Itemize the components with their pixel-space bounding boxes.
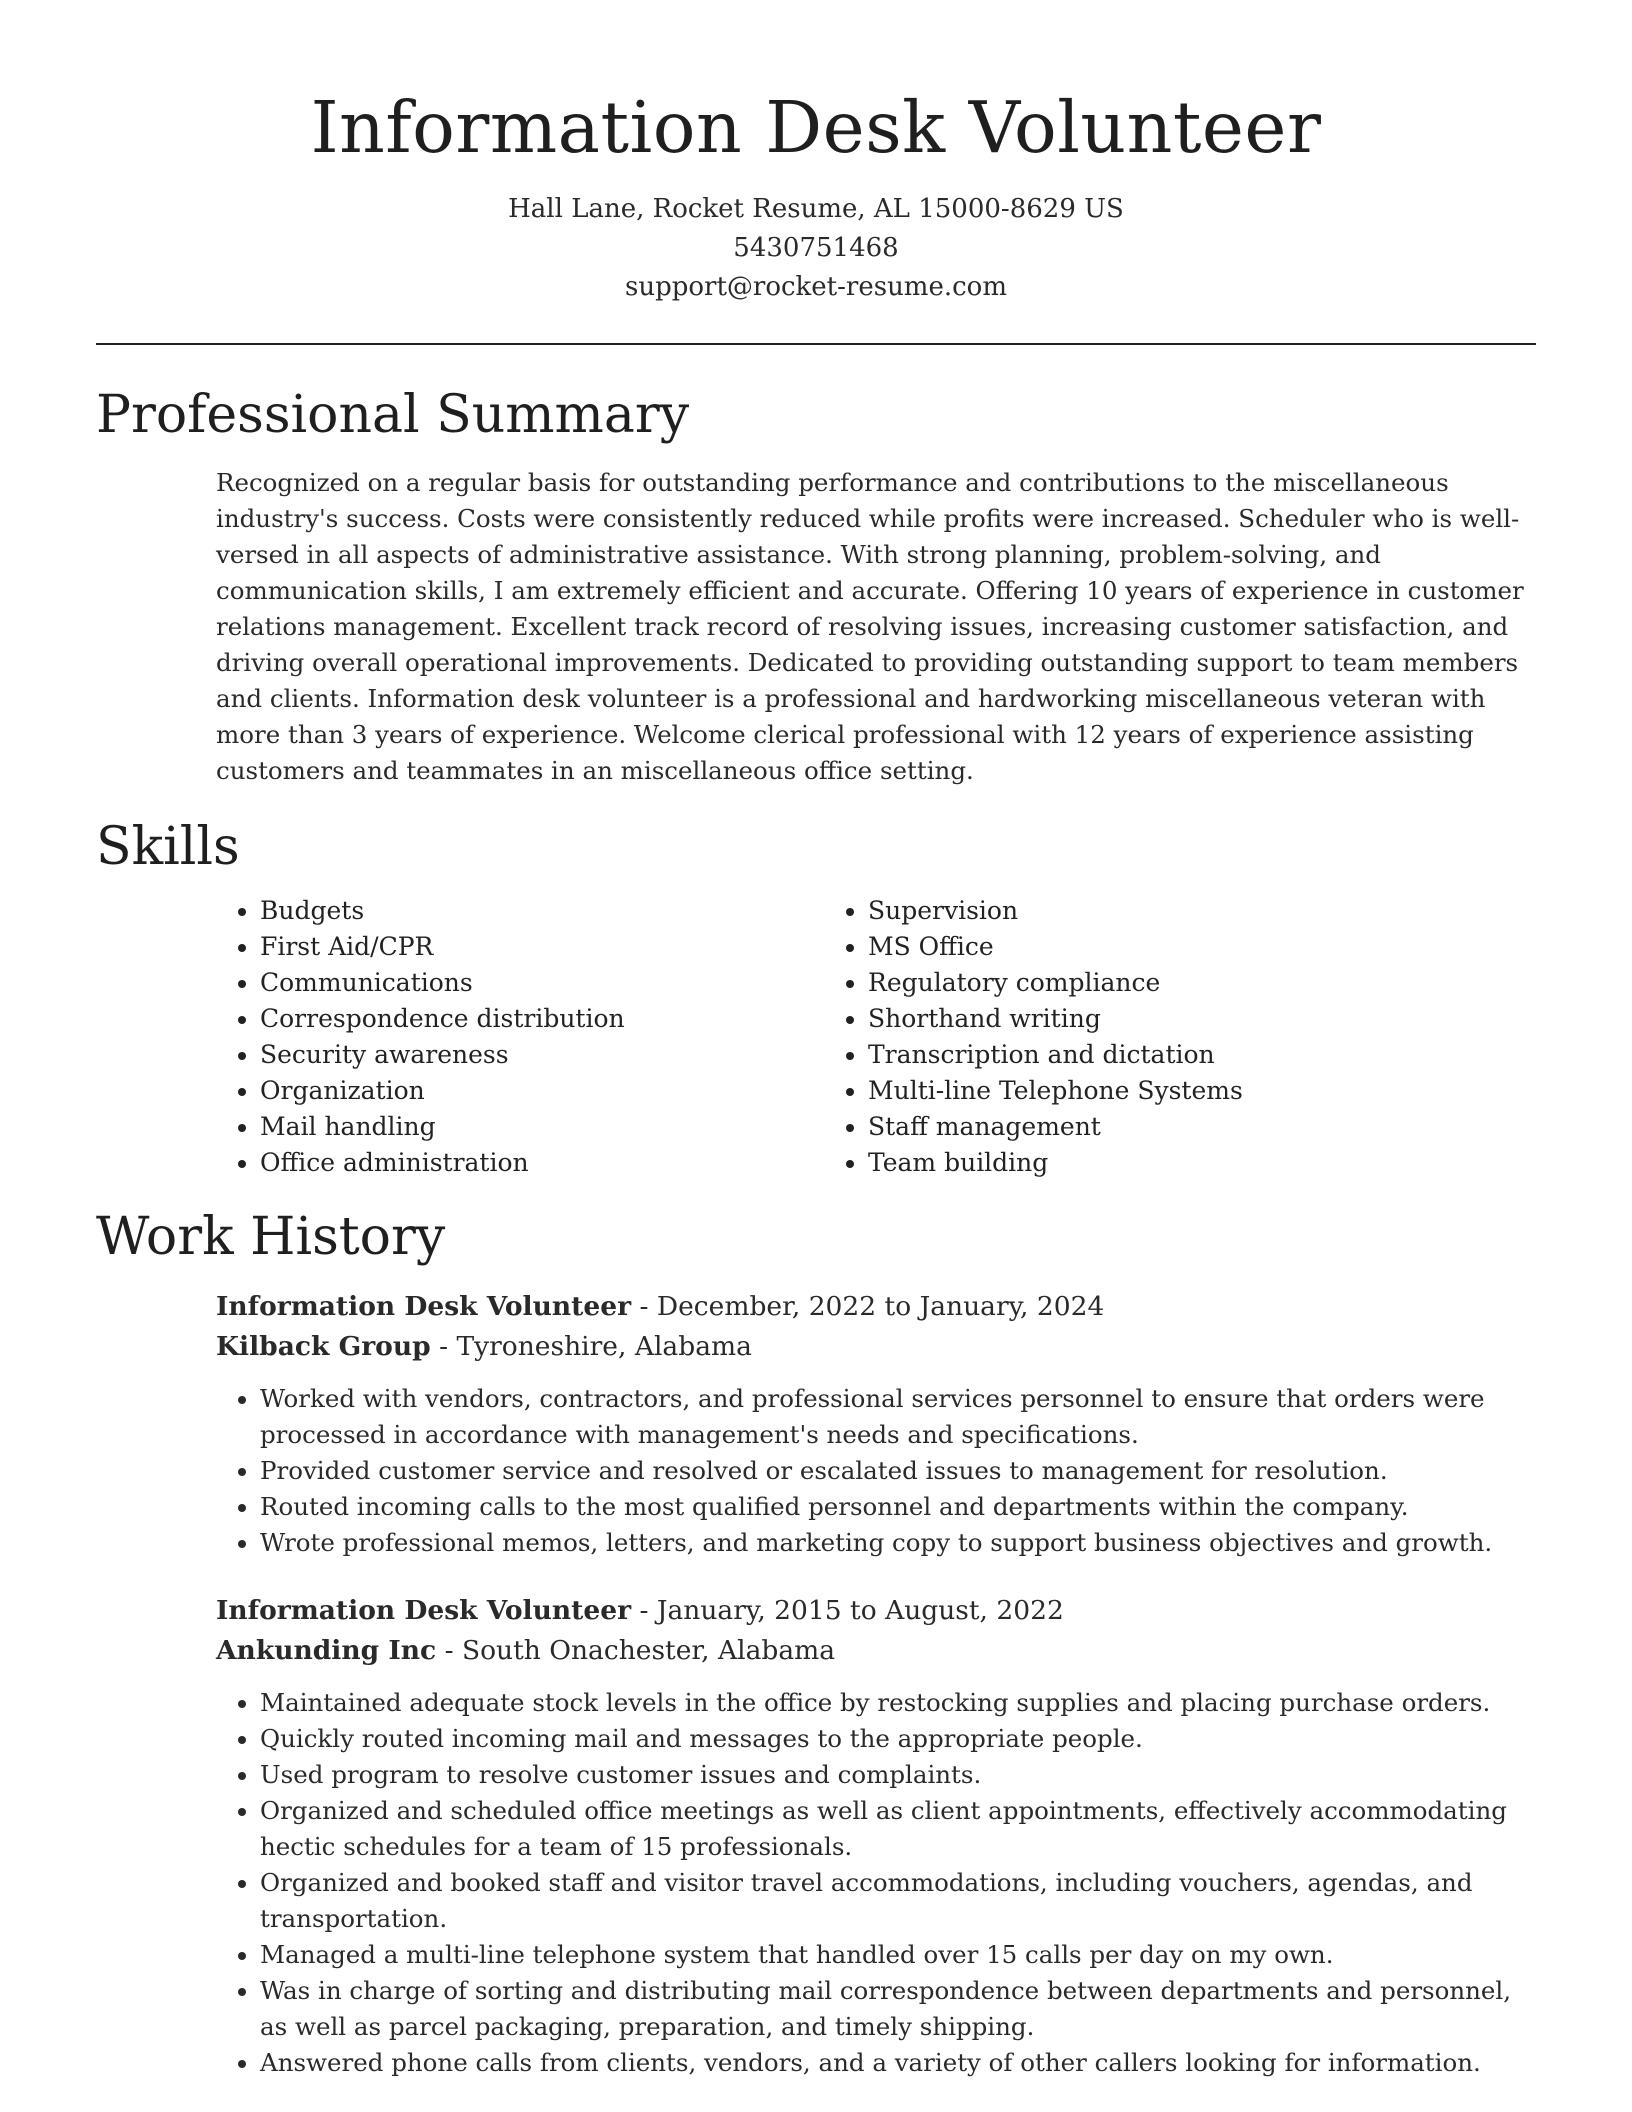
contact-info (96, 190, 1536, 307)
candidate-name: Information Desk Volunteer (310, 86, 1322, 169)
skill-item: • MS Office (868, 929, 1428, 965)
skill-item: • Staff management (868, 1109, 1428, 1145)
job-position: Information Desk Volunteer (216, 1595, 632, 1626)
job-dates: - January, 2015 to August, 2022 (631, 1595, 1064, 1626)
contact-address: Hall Lane, Rocket Resume, AL 15000-8629 US (508, 194, 1124, 224)
job-position: Information Desk Volunteer (216, 1291, 632, 1322)
job-duty: • Was in charge of sorting and distributing mail correspondence between departments and personnel, as well as parcel packaging, preparation, and timely shipping. (260, 1973, 1536, 2045)
job-title-line (216, 1591, 1536, 1631)
job-duty: • Wrote professional memos, letters, and marketing copy to support business objectives and growth. (260, 1525, 1536, 1561)
job-dates: - December, 2022 to January, 2024 (631, 1291, 1105, 1322)
resume-header (96, 0, 1536, 307)
skill-item: • Shorthand writing (868, 1001, 1428, 1037)
job-company: Ankunding Inc (216, 1635, 437, 1666)
contact-email: support@rocket-resume.com (624, 272, 1007, 302)
job-company-line (216, 1327, 1536, 1367)
skill-item: • Supervision (868, 893, 1428, 929)
job-duty: • Provided customer service and resolved or escalated issues to management for resolution. (260, 1453, 1536, 1489)
job-duty: • Organized and booked staff and visitor travel accommodations, including vouchers, agendas, and transportation. (260, 1865, 1536, 1937)
job-duty: • Used program to resolve customer issues and complaints. (260, 1757, 1536, 1793)
summary-text: Recognized on a regular basis for outstanding performance and contributions to the miscellaneous industry's success. Costs were consistently reduced while profits were increased. Scheduler who is well-versed in all aspects of administrative assistance. With strong planning, problem-solving, and communication skills, I am extremely efficient and accurate. Offering 10 years of experience in customer relations management. Excellent track record of resolving issues, increasing customer satisfaction, and driving overall operational improvements. Dedicated to providing outstanding support to team members and clients. Information desk volunteer is a professional and hardworking miscellaneous veteran with more than 3 years of experience. Welcome clerical professional with 12 years of experience assisting customers and teammates in an miscellaneous office setting. (216, 468, 1524, 785)
skill-item: • Mail handling (260, 1109, 822, 1145)
contact-phone: 5430751468 (733, 233, 899, 263)
skill-item: • Multi-line Telephone Systems (868, 1073, 1428, 1109)
job-entry (216, 1287, 1536, 1561)
skills-heading: Skills (96, 817, 240, 877)
skill-item: • Organization (260, 1073, 822, 1109)
skill-item: • Office administration (260, 1145, 822, 1181)
job-company-line (216, 1631, 1536, 1671)
job-title-line (216, 1287, 1536, 1327)
job-duty: • Maintained adequate stock levels in the office by restocking supplies and placing purchase orders. (260, 1685, 1536, 1721)
job-duty: • Answered phone calls from clients, vendors, and a variety of other callers looking for information. (260, 2045, 1536, 2081)
skill-item: • Communications (260, 965, 822, 1001)
skill-item: • Regulatory compliance (868, 965, 1428, 1001)
skills-column-right (822, 893, 1428, 1181)
job-entry (216, 1591, 1536, 2081)
job-location: - South Onachester, Alabama (436, 1635, 836, 1666)
work-history-heading: Work History (96, 1207, 446, 1267)
skill-item: • First Aid/CPR (260, 929, 822, 965)
job-duty: • Routed incoming calls to the most qualified personnel and departments within the company. (260, 1489, 1536, 1525)
skill-item: • Budgets (260, 893, 822, 929)
skill-item: • Correspondence distribution (260, 1001, 822, 1037)
job-duties (216, 1685, 1536, 2081)
skills-list (216, 893, 1536, 1181)
job-location: - Tyroneshire, Alabama (430, 1331, 752, 1362)
job-duties (216, 1381, 1536, 1561)
job-company: Kilback Group (216, 1331, 431, 1362)
skill-item: • Security awareness (260, 1037, 822, 1073)
job-duty: • Quickly routed incoming mail and messages to the appropriate people. (260, 1721, 1536, 1757)
skill-item: • Team building (868, 1145, 1428, 1181)
skills-column-left (216, 893, 822, 1181)
job-duty: • Worked with vendors, contractors, and professional services personnel to ensure that orders were processed in accordance with management's needs and specifications. (260, 1381, 1536, 1453)
skill-item: • Transcription and dictation (868, 1037, 1428, 1073)
job-duty: • Managed a multi-line telephone system that handled over 15 calls per day on my own. (260, 1937, 1536, 1973)
summary-heading: Professional Summary (96, 385, 690, 445)
job-duty: • Organized and scheduled office meetings as well as client appointments, effectively accommodating hectic schedules for a team of 15 professionals. (260, 1793, 1536, 1865)
header-divider (96, 343, 1536, 345)
